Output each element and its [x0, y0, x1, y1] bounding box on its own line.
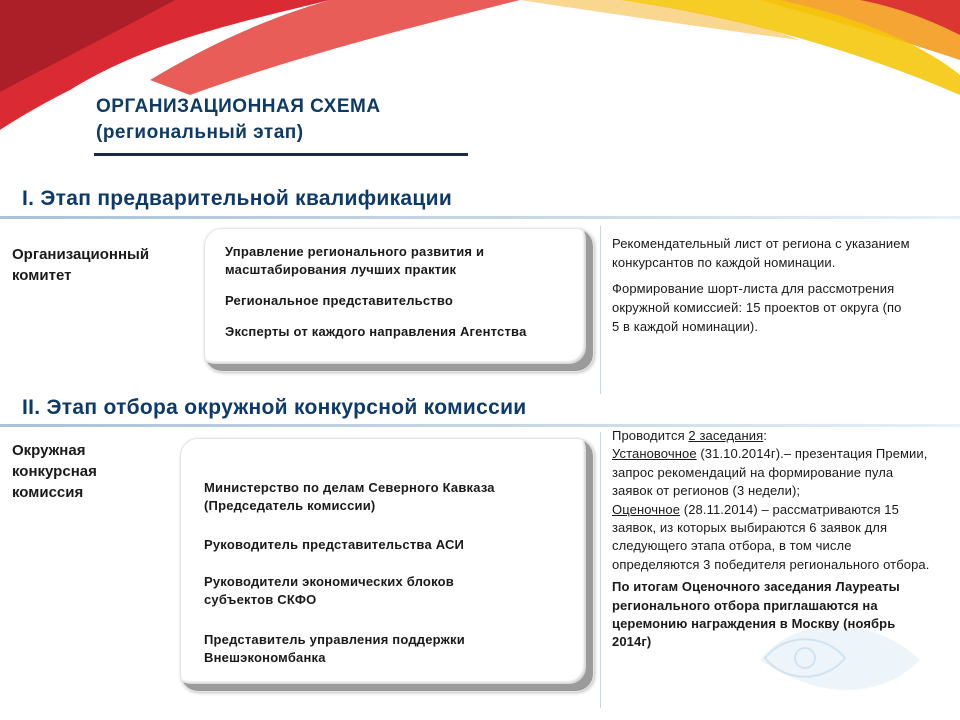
first-meeting-note [612, 445, 932, 500]
stage-2-commission-label-line-1: Окружная [12, 442, 86, 459]
meetings-count: 2 заседания [688, 428, 764, 443]
stage-1-committee-label-line-1: Организационный [12, 246, 150, 263]
title-underline [94, 153, 468, 156]
stage-2-commission-label-line-3: комиссия [12, 484, 84, 501]
stage-2-member-item: Руководители экономических блоков субъектов СКФО [204, 574, 454, 607]
slide-title-line-1: ОРГАНИЗАЦИОННАЯ СХЕМА [96, 96, 381, 117]
stage-2-heading: II. Этап отбора окружной конкурсной комиссии [22, 396, 527, 419]
stage-1-divider [0, 216, 960, 219]
second-meeting-note [612, 501, 932, 575]
stage-1-committee-label-line-2: комитет [12, 267, 72, 284]
stage-2-member-item: Министерство по делам Северного Кавказа (Председатель комиссии) [204, 480, 495, 513]
first-meeting-text: (31.10.2014г).– презентация Премии, запрос рекомендаций на формирование пула заявок от регионов (3 недели); [612, 446, 928, 499]
stage-2-vertical-separator [600, 432, 601, 708]
final-note: По итогам Оценочного заседания Лауреаты регионального отбора приглашаются на церемонию награждения в Москву (ноябрь 2014г) [612, 579, 900, 650]
stage-1-note: Формирование шорт-листа для рассмотрения окружной комиссией: 15 проектов от округа (по 5 в каждой номинации). [612, 281, 902, 334]
stage-1-note: Рекомендательный лист от региона с указанием конкурсантов по каждой номинации. [612, 236, 910, 270]
stage-1-committee-label [12, 244, 149, 286]
stage-1-member-item: Эксперты от каждого направления Агентства [225, 324, 527, 339]
stage-2-commission-label [12, 440, 97, 503]
first-meeting-name: Установочное [612, 446, 697, 462]
stage-2-members-panel [180, 438, 594, 692]
stage-1-member-item: Управление регионального развития и масштабирования лучших практик [225, 244, 485, 277]
stage-2-member-item: Руководитель представительства АСИ [204, 537, 465, 552]
second-meeting-text: (28.11.2014) – рассматриваются 15 заявок, из которых выбираются 6 заявок для следующего этапа отбора, в том числе определяются 3 победителя регионального отбора. [612, 501, 930, 572]
stage-1-heading: I. Этап предварительной квалификации [22, 187, 453, 210]
stage-1-member-item: Региональное представительство [225, 293, 454, 308]
stage-2-intro-suffix: : [763, 428, 768, 443]
ribbon-watermark [760, 628, 850, 688]
slide-title [96, 94, 381, 146]
stage-2-member-item: Представитель управления поддержки Внешэкономбанка [204, 632, 465, 665]
stage-1-members-panel [204, 228, 594, 372]
stage-1-notes [612, 234, 912, 336]
stage-2-commission-label-line-2: конкурсная [12, 463, 97, 480]
stage-2-notes [612, 427, 932, 652]
stage-2-intro-prefix: Проводится [612, 428, 689, 443]
stage-1-vertical-separator [600, 226, 601, 394]
second-meeting-name: Оценочное [612, 501, 681, 517]
slide-title-line-2: (региональный этап) [96, 122, 304, 143]
stage-2-intro [612, 427, 932, 445]
